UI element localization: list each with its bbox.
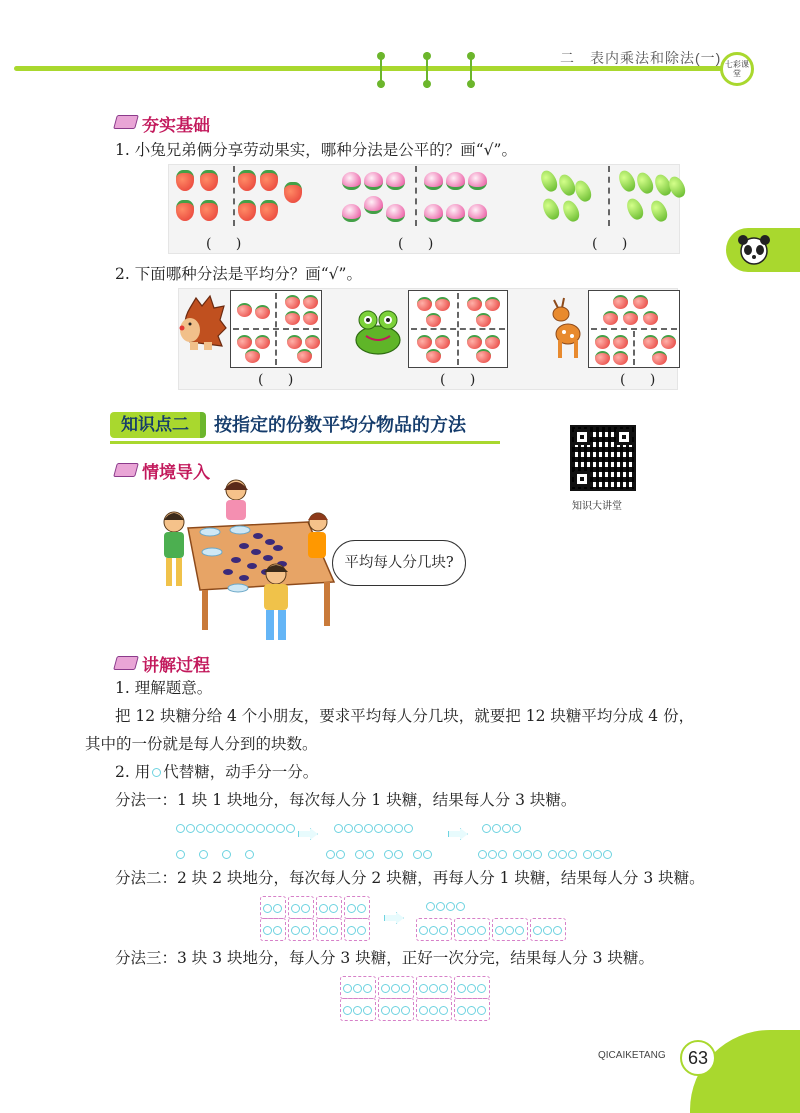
answer-slot[interactable]: ( ) [258, 372, 304, 388]
answer-slot[interactable]: ( ) [206, 236, 252, 252]
step2-text [115, 758, 318, 786]
table-scene-illustration [158, 478, 338, 646]
header-pin [378, 52, 384, 88]
page-number: 63 [680, 1040, 716, 1076]
knowledge-point-title: 按指定的份数平均分物品的方法 [214, 415, 466, 435]
header-pin [468, 52, 474, 88]
brand-badge: 七彩课堂 [720, 52, 754, 86]
section-icon [113, 656, 139, 670]
para1-line2: 其中的一份就是每人分到的块数。 [85, 735, 318, 753]
apple-box [588, 290, 680, 368]
basics-heading: 夯实基础 [142, 116, 210, 135]
side-tab [726, 228, 800, 272]
step1-text: 1. 理解题意。 [115, 679, 213, 697]
divider-line [233, 166, 235, 226]
chapter-title: 二 表内乘法和除法(一) [560, 50, 722, 66]
qr-code-icon[interactable] [570, 425, 636, 491]
step2-after: 代替糖，动手分一分。 [163, 763, 319, 781]
speech-bubble: 平均每人分几块? [332, 540, 466, 586]
circle-marker-icon [152, 768, 161, 777]
para1-line1: 把 12 块糖分给 4 个小朋友，要求平均每人分几块，就要把 12 块糖平均分成 4 份， [115, 707, 695, 725]
explain-heading: 讲解过程 [142, 656, 210, 675]
apple-box [230, 290, 322, 368]
knowledge-point-tag: 知识点二 [110, 412, 206, 438]
answer-slot[interactable]: ( ) [620, 372, 666, 388]
section-icon [113, 115, 139, 129]
section-icon [113, 463, 139, 477]
step2-before: 2. 用 [115, 763, 151, 781]
deer-icon [546, 294, 586, 362]
divider-line [608, 166, 610, 226]
answer-slot[interactable]: ( ) [592, 236, 638, 252]
qr-caption: 知识大讲堂 [572, 501, 622, 512]
panda-icon [734, 233, 774, 267]
footer-brand: QICAIKETANG [598, 1050, 666, 1061]
method1-text: 分法一：1 块 1 块地分，每次每人分 1 块糖，结果每人分 3 块糖。 [115, 791, 577, 809]
divider-line [415, 166, 417, 226]
scene-heading: 情境导入 [142, 463, 210, 482]
header-pin [424, 52, 430, 88]
frog-icon [350, 306, 406, 358]
answer-slot[interactable]: ( ) [440, 372, 486, 388]
knowledge-point-underline [110, 441, 500, 444]
exercise2-question: 2. 下面哪种分法是平均分？画“√”。 [115, 265, 362, 283]
answer-slot[interactable]: ( ) [398, 236, 444, 252]
hedgehog-icon [176, 294, 228, 354]
exercise1-question: 1. 小兔兄弟俩分享劳动果实，哪种分法是公平的？画“√”。 [115, 141, 517, 159]
method2-text: 分法二：2 块 2 块地分，每次每人分 2 块糖，再每人分 1 块糖，结果每人分 3 块糖。 [115, 869, 705, 887]
method3-text: 分法三：3 块 3 块地分，每人分 3 块糖，正好一次分完，结果每人分 3 块糖。 [115, 949, 654, 967]
apple-box [408, 290, 508, 368]
